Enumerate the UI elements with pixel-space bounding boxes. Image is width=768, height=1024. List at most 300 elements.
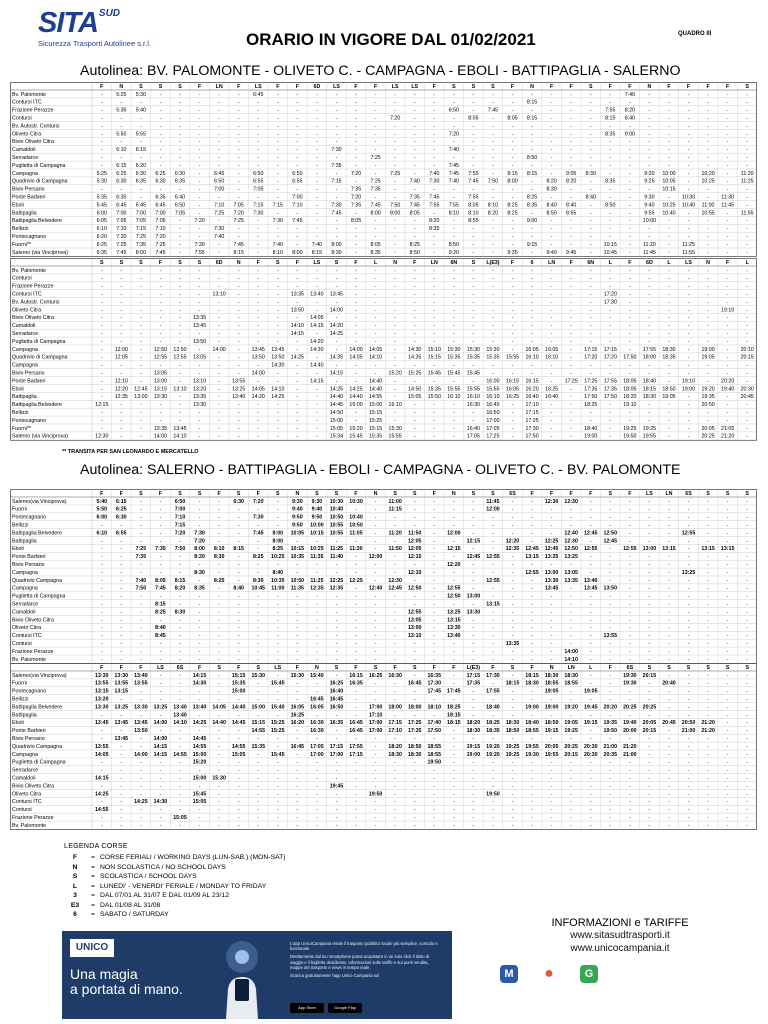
departure-time: - [159,688,162,695]
departure-time: - [492,656,494,663]
departure-time: 13:30 [466,609,481,616]
departure-time: - [746,743,749,750]
departure-time: - [472,640,475,647]
departure-time: 17:30 [603,299,617,306]
departure-time: - [492,569,494,576]
departure-time: - [433,315,436,322]
departure-time: - [316,409,318,416]
departure-time: - [257,218,260,225]
departure-time: - [413,433,416,440]
departure-time: - [374,147,377,154]
departure-time: - [687,751,690,758]
departure-time: - [531,696,533,703]
departure-time: - [179,783,181,790]
departure-time: 13:50 [290,307,304,314]
departure-time: - [589,218,592,225]
departure-time: - [237,617,240,624]
departure-time: - [668,307,670,314]
departure-time: - [100,585,103,592]
departure-time: - [120,299,123,306]
departure-time: - [413,291,416,298]
departure-time: 6:10 [116,147,127,154]
departure-time: - [472,99,475,106]
departure-time: - [257,656,260,663]
departure-time: - [668,218,670,225]
departure-time: 14:00 [329,307,344,314]
departure-time: 14:45 [231,720,246,727]
departure-time: - [726,139,729,146]
departure-time: - [276,425,279,432]
departure-time: - [179,249,181,256]
departure-time: - [433,425,436,432]
departure-time: 8:55 [566,210,577,217]
departure-time: 11:50 [408,530,422,537]
service-code: N [451,490,456,497]
departure-time: 7:30 [429,178,440,185]
departure-time: 8:40 [585,194,596,201]
departure-time: - [374,530,377,537]
departure-time: 7:00 [292,194,303,201]
departure-time: - [413,409,416,416]
service-code: F [100,83,104,90]
departure-time: 8:15 [526,99,538,106]
departure-time: - [198,656,201,663]
departure-time: - [218,522,221,529]
departure-time: 21:20 [701,728,715,735]
unico-campania-banner[interactable] [62,931,452,1019]
departure-time: - [355,736,357,742]
departure-time: 7:10 [174,514,186,521]
departure-time: 13:00 [153,378,168,385]
departure-time: 15:35 [368,433,383,440]
departure-time: 15:00 [231,688,246,695]
departure-time: 14:40 [349,394,363,401]
departure-time: - [609,617,612,624]
departure-time: - [628,362,631,369]
departure-time: - [707,249,709,256]
departure-time: - [746,139,749,146]
departure-time: 10:30 [329,498,344,505]
departure-time: - [120,554,123,561]
departure-time: - [492,680,494,687]
departure-time: - [433,648,436,655]
departure-time: - [472,378,475,385]
departure-time: 16:10 [388,402,402,409]
departure-time: - [452,194,455,201]
departure-time: - [413,338,416,345]
departure-time: - [335,791,338,798]
departure-time: - [179,186,181,193]
departure-time: - [433,577,436,584]
google-play-badge[interactable]: Google Play [328,1003,362,1013]
departure-time: - [531,275,533,282]
unicocampania-link[interactable]: www.unicocampania.it [570,943,670,954]
departure-time: - [257,569,260,576]
departure-time: - [198,370,201,377]
departure-time: - [589,783,592,790]
departure-time: 7:55 [468,194,479,201]
departure-time: - [726,767,729,774]
departure-time: - [218,506,221,513]
departure-time: 16:45 [310,696,324,703]
departure-time: - [668,506,670,513]
departure-time: - [257,433,260,440]
stop-name: Frazione Perazze [12,283,54,290]
departure-time: - [218,417,221,424]
departure-time: - [452,91,455,98]
departure-time: - [179,799,181,806]
departure-time: 7:10 [292,202,303,209]
departure-time: - [218,330,221,337]
departure-time: 15:30 [290,672,305,679]
legend-equals: = [91,854,95,861]
departure-time: - [394,417,397,424]
departure-time: - [198,123,201,130]
departure-time: 14:00 [349,346,363,353]
departure-time: - [628,226,631,233]
departure-time: - [159,767,162,774]
departure-time: - [609,561,612,568]
departure-time: 7:50 [390,202,401,209]
departure-time: - [276,162,279,169]
departure-time: - [570,433,573,440]
service-code: S [119,259,124,266]
departure-time: - [707,186,709,193]
departure-time: - [100,275,103,282]
departure-time: 13:40 [192,704,207,711]
departure-time: 16:25 [329,680,344,687]
departure-time: - [100,315,103,322]
departure-time: - [257,267,260,274]
departure-time: - [668,593,670,600]
departure-time: - [746,409,749,416]
departure-time: - [472,561,475,568]
departure-time: - [452,759,455,766]
service-code: N [315,665,319,671]
departure-time: - [100,656,103,663]
departure-time: - [237,323,240,330]
departure-time: - [746,315,749,322]
departure-time: - [433,249,436,256]
departure-time: - [140,593,142,600]
departure-time: 8:15 [174,577,186,584]
departure-time: 5:30 [135,91,147,98]
departure-time: 13:45 [94,720,109,727]
departure-time: - [511,226,514,233]
departure-time: - [589,822,592,829]
departure-time: - [198,194,201,201]
departure-time: - [316,170,318,177]
departure-time: - [492,275,494,282]
sitasud-link[interactable]: www.sitasudtrasporti.it [570,930,670,941]
departure-time: - [179,233,181,240]
departure-time: 19:55 [642,433,657,440]
departure-time: - [296,561,299,568]
departure-time: - [296,696,299,703]
departure-time: 9:45 [566,249,577,256]
departure-time: 15:05 [408,394,422,401]
departure-time: - [335,601,338,608]
google-maps-icon[interactable]: G [580,965,598,983]
departure-time: - [648,147,651,154]
departure-time: - [276,402,279,409]
departure-time: - [648,799,651,806]
departure-time: - [492,648,494,655]
departure-time: 12:55 [153,354,168,361]
departure-time: - [668,417,670,424]
stop-name: Bv. Palomonte [12,267,46,274]
departure-time: - [433,617,436,624]
departure-time: 16:30 [310,728,324,735]
departure-time: - [296,147,299,154]
departure-time: 8:35 [194,585,205,592]
departure-time: - [472,139,475,146]
departure-time: 15:40 [271,704,285,711]
stop-name: Bivio Persano [12,561,45,568]
departure-time: - [335,736,338,742]
departure-time: 7:45 [448,170,459,177]
departure-time: - [511,799,514,806]
departure-time: - [550,791,553,798]
departure-time: - [570,609,573,616]
departure-time: - [433,822,436,829]
departure-time: - [218,370,221,377]
stop-name: Battipaglia [12,394,37,401]
departure-time: - [413,799,416,806]
departure-time: - [218,593,221,600]
departure-time: - [296,362,299,369]
departure-time: - [628,498,631,505]
departure-time: - [687,554,690,561]
app-store-badge[interactable]: App Store [290,1003,324,1013]
departure-time: - [628,696,631,703]
departure-time: - [276,194,279,201]
departure-time: - [237,131,240,138]
departure-time: - [511,807,514,814]
departure-time: - [687,601,690,608]
departure-time: - [511,162,514,169]
departure-time: 14:25 [329,330,344,337]
departure-time: - [570,186,573,193]
timetable-outbound-afternoon [10,258,757,441]
departure-time: - [120,370,123,377]
departure-time: - [570,131,573,138]
legend-text: SABATO / SATURDAY [100,911,169,918]
departure-time: 19:40 [721,386,735,393]
departure-time: - [355,241,357,248]
departure-time: - [120,362,123,369]
departure-time: - [140,370,142,377]
departure-time: - [237,759,240,766]
departure-time: - [452,362,455,369]
legend-equals: = [91,882,95,890]
location-pin-icon[interactable]: ● [540,965,558,983]
departure-time: - [687,799,690,806]
departure-time: - [120,569,123,576]
departure-time: - [570,417,573,424]
departure-time: - [550,433,553,440]
departure-time: 7:40 [429,170,440,177]
departure-time: - [687,409,690,416]
departure-time: 13:15 [114,688,129,695]
departure-time: - [433,91,436,98]
departure-time: - [198,425,201,432]
departure-time: - [570,822,573,829]
departure-time: 12:55 [623,546,637,553]
departure-time: - [726,394,729,401]
departure-time: - [452,99,455,106]
departure-time: 8:25 [252,554,264,561]
stop-name: Oliveto Citra [12,625,42,632]
departure-time: 15:45 [192,791,207,798]
departure-time: - [316,633,318,640]
departure-time: - [746,554,749,561]
app-icon-unico[interactable]: M [500,965,518,983]
departure-time: - [609,775,612,782]
departure-time: - [707,417,709,424]
departure-time: - [746,696,749,703]
departure-time: - [355,648,357,655]
departure-time: - [492,561,494,568]
service-code: F [295,259,299,266]
departure-time: - [511,147,514,154]
departure-time: - [257,154,260,161]
departure-time: 9:50 [311,514,323,521]
departure-time: - [628,370,631,377]
departure-time: - [746,338,749,345]
departure-time: - [374,370,377,377]
departure-time: - [140,275,142,282]
departure-time: - [257,315,260,322]
departure-time: - [237,522,240,529]
departure-time: - [472,147,475,154]
departure-time: - [628,233,631,240]
departure-time: 10:50 [329,514,344,521]
departure-time: - [550,633,553,640]
departure-time: - [511,696,514,703]
departure-time: - [628,554,631,561]
departure-time: 7:00 [155,210,166,217]
departure-time: - [550,815,553,821]
departure-time: - [120,315,123,322]
departure-time: - [648,554,651,561]
departure-time: - [746,759,749,766]
departure-time: 14:30 [192,680,207,687]
departure-time: 13:55 [94,743,109,750]
departure-time: - [257,648,260,655]
departure-time: - [452,338,455,345]
departure-time: - [433,210,436,217]
departure-time: - [589,633,592,640]
departure-time: - [355,338,357,345]
departure-time: 14:10 [271,386,285,393]
departure-time: - [276,506,279,513]
departure-time: - [707,688,709,695]
departure-time: 17:50 [584,394,598,401]
departure-time: - [726,633,729,640]
departure-time: - [668,633,670,640]
departure-time: - [687,498,690,505]
departure-time: - [159,791,162,798]
departure-time: - [374,751,377,758]
departure-time: - [550,807,553,814]
departure-time: - [472,417,475,424]
departure-time: - [374,601,377,608]
departure-time: - [433,775,436,782]
departure-time: 11:05 [349,530,363,537]
departure-time: - [746,617,749,624]
departure-time: 16:25 [368,672,383,679]
stop-name: Battipaglia Belvedere [12,218,62,225]
departure-time: 14:55 [368,394,383,401]
departure-time: - [218,409,221,416]
departure-time: - [120,696,123,703]
departure-time: - [355,807,357,814]
service-code: F [686,83,691,90]
departure-time: - [198,648,201,655]
departure-time: 10:05 [662,178,676,185]
departure-time: - [335,362,338,369]
departure-time: 7:45 [370,202,381,209]
departure-time: - [140,633,142,640]
departure-time: - [746,522,749,529]
departure-time: - [120,759,123,766]
departure-time: - [100,409,103,416]
departure-time: - [100,767,103,774]
departure-time: - [472,154,475,161]
departure-time: 7:00 [214,186,225,193]
departure-time: - [687,233,690,240]
departure-time: 18:55 [564,680,578,687]
departure-time: - [472,704,475,711]
departure-time: - [413,186,416,193]
departure-time: - [296,767,299,774]
departure-time: 8:05 [370,241,381,248]
departure-time: 20:30 [583,743,598,750]
departure-time: - [687,514,690,521]
departure-time: - [531,186,533,193]
departure-time: - [433,307,436,314]
departure-time: - [140,791,142,798]
departure-time: - [746,91,749,98]
departure-time: - [433,362,436,369]
departure-time: 13:25 [114,704,129,711]
legend-equals: = [91,863,95,871]
departure-time: - [296,807,299,814]
departure-time: - [374,218,377,225]
departure-time: - [355,561,357,568]
stop-name: Oliveto Citra [12,307,42,314]
departure-time: - [394,783,397,790]
departure-time: 7:25 [214,210,225,217]
departure-time: - [648,275,651,282]
departure-time: - [550,759,553,766]
departure-time: - [276,154,279,161]
departure-time: - [355,123,357,130]
departure-time: - [179,115,181,122]
departure-time: - [589,680,592,687]
departure-time: 7:20 [194,538,205,545]
departure-time: - [609,99,612,106]
departure-time: 8:15 [605,115,616,122]
departure-time: 14:25 [349,386,363,393]
departure-time: - [276,170,279,177]
departure-time: - [394,656,397,663]
departure-time: 16:10 [447,394,461,401]
departure-time: - [609,625,612,632]
departure-time: - [296,433,299,440]
departure-time: - [198,99,201,106]
